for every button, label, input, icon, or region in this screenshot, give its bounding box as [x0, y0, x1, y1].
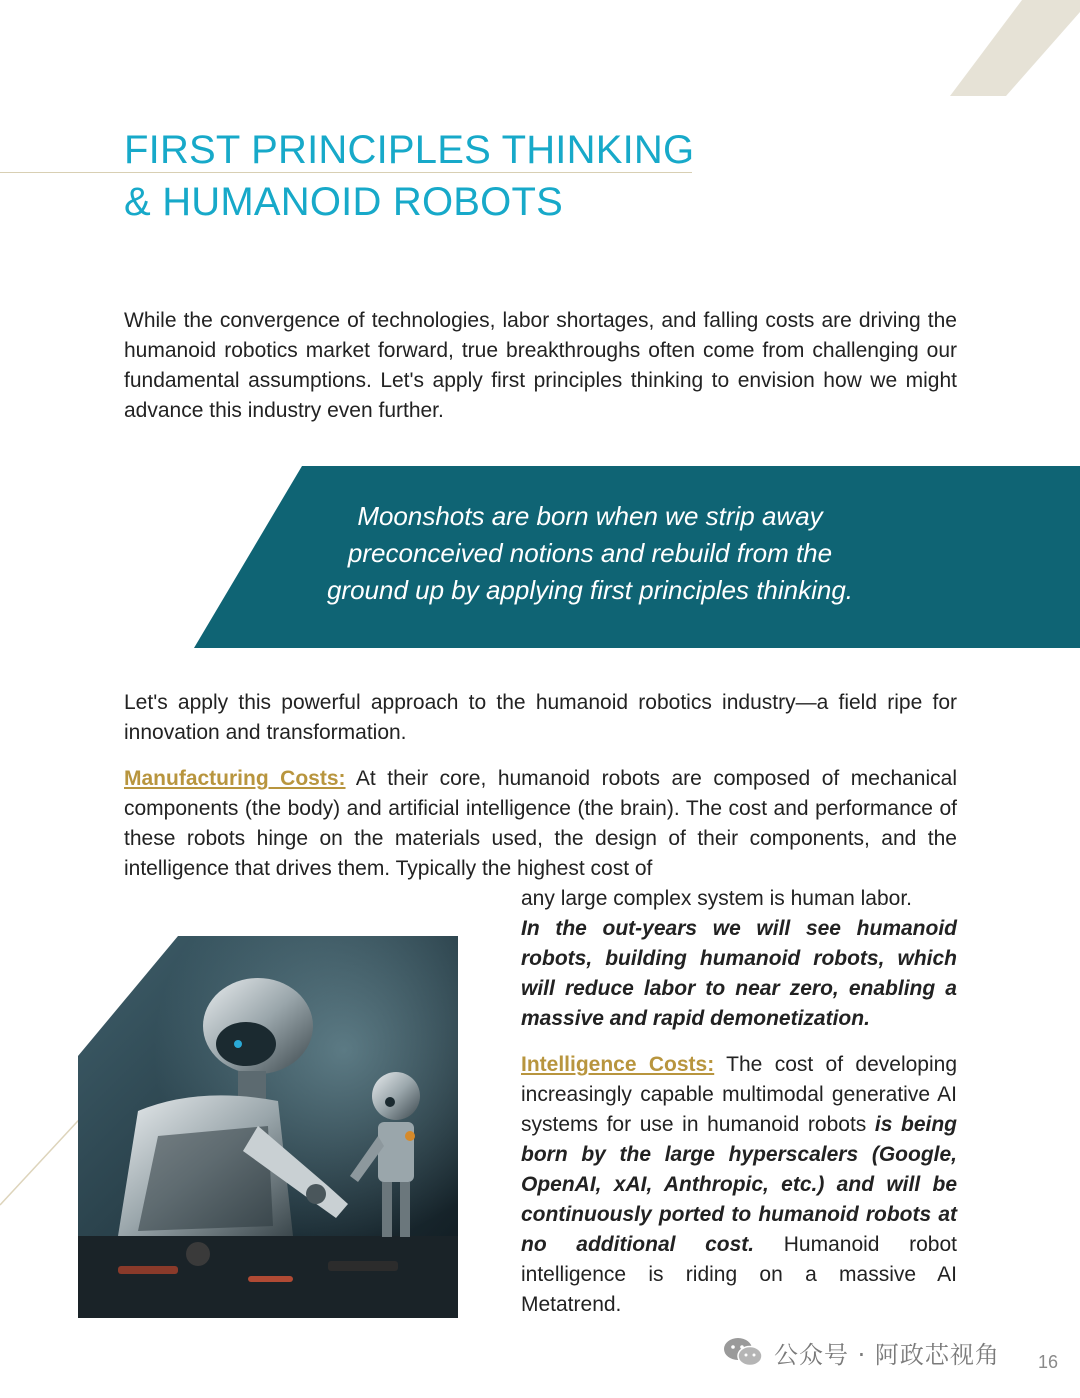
robots-photo: [78, 936, 458, 1318]
manufacturing-continued-text: any large complex system is human labor.: [521, 887, 913, 910]
manufacturing-body: At their core, humanoid robots are composed of mechanical components (the body) and artificial intelligence (the brain). The cost and performance of these robots hinge on the materials used, the design of their components, and the intelligence that drives them. Typically the highest cost of: [124, 767, 957, 880]
intelligence-tail: Humanoid robot intelligence is riding on a massive AI Metatrend.: [521, 1233, 957, 1316]
manufacturing-emphasis: In the out-years we will see humanoid robots, building humanoid robots, which will reduce labor to near zero, enabling a massive and rapid demonetization.: [521, 917, 957, 1030]
intro-paragraph: While the convergence of technologies, labor shortages, and falling costs are driving the humanoid robotics market forward, true breakthroughs often come from challenging our fundamental assumptions. Let's apply first principles thinking to envision how we might advance this industry even further.: [124, 309, 957, 422]
manufacturing-continued: [521, 884, 957, 1034]
wechat-icon: [722, 1336, 764, 1368]
intelligence-paragraph: [521, 1050, 957, 1320]
page-title: [124, 124, 694, 228]
approach-paragraph: Let's apply this powerful approach to the humanoid robotics industry—a field ripe for innovation and transformation.: [124, 691, 957, 744]
intelligence-body: The cost of developing increasingly capable multimodal generative AI systems for use in humanoid robots: [521, 1053, 958, 1136]
quote-line-3: ground up by applying first principles thinking.: [326, 575, 854, 605]
manufacturing-costs-link[interactable]: Manufacturing Costs:: [124, 767, 346, 790]
intelligence-emphasis: is being born by the large hyperscalers (Google, OpenAI, xAI, Anthropic, etc.) and will be continuously ported to humanoid robots at no additional cost.: [521, 1113, 957, 1256]
quote-text: [280, 498, 900, 609]
quote-line-1: Moonshots are born when we strip away: [357, 501, 823, 531]
title-line-1: FIRST PRINCIPLES THINKING: [124, 128, 695, 172]
quote-line-2: preconceived notions and rebuild from the: [347, 538, 833, 568]
page-number: 16: [1038, 1352, 1059, 1372]
manufacturing-paragraph: [124, 764, 957, 884]
watermark-text: 公众号 · 阿政芯视角: [774, 1340, 1000, 1369]
title-line-2: & HUMANOID ROBOTS: [124, 180, 563, 224]
intelligence-costs-link[interactable]: Intelligence Costs:: [521, 1053, 715, 1076]
corner-decoration: [950, 0, 1080, 100]
watermark-footer: [722, 1332, 1000, 1372]
